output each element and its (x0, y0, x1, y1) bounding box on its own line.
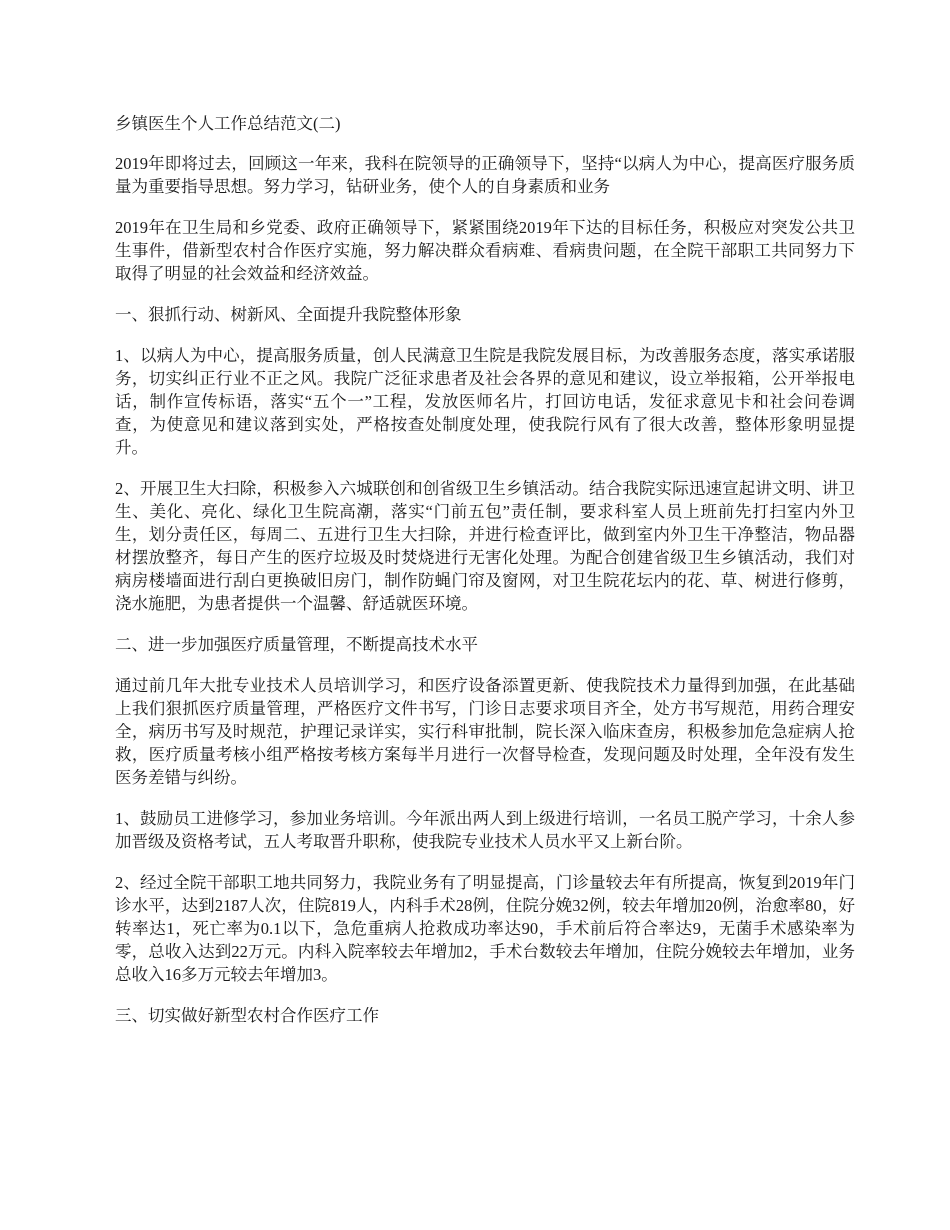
section-heading-3: 三、切实做好新型农村合作医疗工作 (115, 1006, 379, 1025)
paragraph-training: 1、鼓励员工进修学习，参加业务培训。今年派出两人到上级进行培训，一名员工脱产学习，十余人参加晋级及资格考试，五人考取晋升职称，使我院专业技术人员水平又上新台阶。 (115, 809, 855, 851)
paragraph-intro: 2019年即将过去，回顾这一年来，我科在院领导的正确领导下，坚持“以病人为中心，提高医疗服务质量为重要指导思想。努力学习，钻研业务，使个人的自身素质和业务 (115, 154, 855, 196)
document-page (115, 112, 855, 1045)
section-heading-2: 二、进一步加强医疗质量管理，不断提高技术水平 (115, 635, 478, 654)
paragraph-overview: 2019年在卫生局和乡党委、政府正确领导下，紧紧围绕2019年下达的目标任务，积极应对突发公共卫生事件，借新型农村合作医疗实施，努力解决群众看病难、看病贵问题，在全院干部职工共同努力下取得了明显的社会效益和经济效益。 (115, 218, 855, 283)
paragraph-sanitation: 2、开展卫生大扫除，积极参入六城联创和创省级卫生乡镇活动。结合我院实际迅速宣起讲文明、讲卫生、美化、亮化、绿化卫生院高潮，落实“门前五包”责任制，要求科室人员上班前先打扫室内外卫生，划分责任区，每周二、五进行卫生大扫除，并进行检查评比，做到室内外卫生干净整洁，物品器材摆放整齐，每日产生的医疗垃圾及时焚烧进行无害化处理。为配合创建省级卫生乡镇活动，我们对病房楼墙面进行刮白更换破旧房门，制作防蝇门帘及窗网，对卫生院花坛内的花、草、树进行修剪，浇水施肥，为患者提供一个温馨、舒适就医环境。 (115, 479, 855, 613)
paragraph-statistics: 2、经过全院干部职工地共同努力，我院业务有了明显提高，门诊量较去年有所提高，恢复到2019年门诊水平，达到2187人次，住院819人，内科手术28例，住院分娩32例，较去年增加20例，治愈率80，好转率达1，死亡率为0.1以下，急危重病人抢救成功率达90，手术前后符合率达9，无菌手术感染率为零，总收入达到22万元。内科入院率较去年增加2，手术台数较去年增加，住院分娩较去年增加，业务总收入16多万元较去年增加3。 (115, 873, 855, 984)
section-heading-1: 一、狠抓行动、树新风、全面提升我院整体形象 (115, 305, 462, 324)
document-title: 乡镇医生个人工作总结范文(二) (115, 114, 341, 133)
paragraph-service-quality: 1、以病人为中心，提高服务质量，创人民满意卫生院是我院发展目标，为改善服务态度，落实承诺服务，切实纠正行业不正之风。我院广泛征求患者及社会各界的意见和建议，设立举报箱，公开举报电话，制作宣传标语，落实“五个一”工程，发放医师名片，打回访电话，发征求意见卡和社会问卷调查，为使意见和建议落到实处，严格按查处制度处理，使我院行风有了很大改善，整体形象明显提升。 (115, 346, 855, 457)
paragraph-quality-management: 通过前几年大批专业技术人员培训学习，和医疗设备添置更新、使我院技术力量得到加强，在此基础上我们狠抓医疗质量管理，严格医疗文件书写，门诊日志要求项目齐全，处方书写规范，用药合理安全，病历书写及时规范，护理记录详实，实行科审批制，院长深入临床查房，积极参加危急症病人抢救，医疗质量考核小组严格按考核方案每半月进行一次督导检查，发现问题及时处理，全年没有发生医务差错与纠纷。 (115, 676, 855, 787)
